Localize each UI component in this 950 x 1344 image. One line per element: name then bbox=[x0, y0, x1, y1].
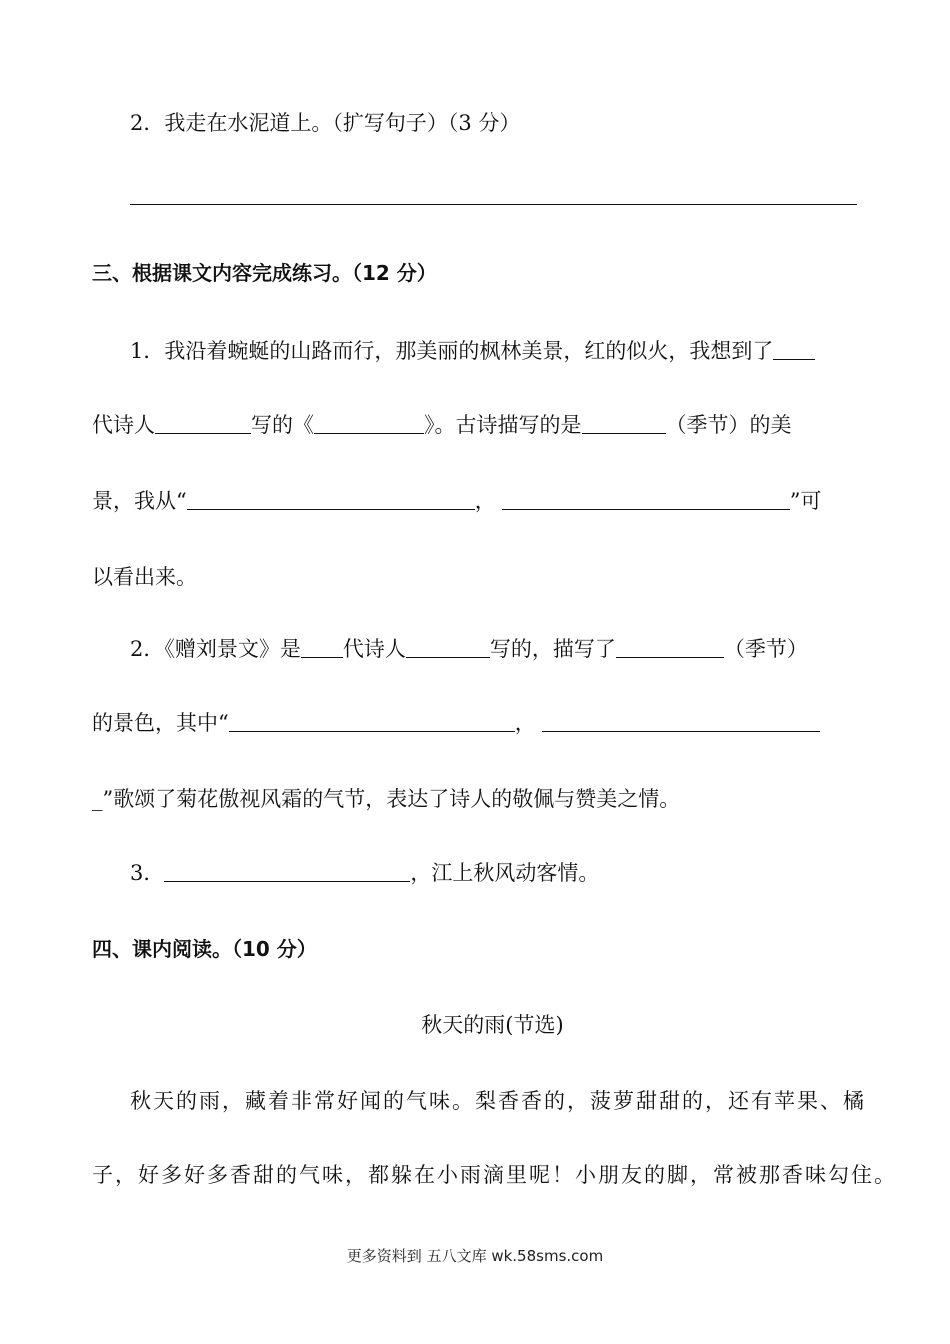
text: ， bbox=[474, 489, 496, 513]
footer: 更多资料到 五八文库 wk.58sms.com bbox=[346, 1247, 604, 1265]
s3-question-2-line-3: _”歌颂了菊花傲视风霜的气节，表达了诗人的敬佩与赞美之情。 bbox=[92, 787, 681, 811]
text: （季节）的美 bbox=[665, 413, 792, 437]
answer-line bbox=[130, 204, 857, 205]
blank bbox=[187, 487, 475, 510]
passage-title: 秋天的雨(节选) bbox=[421, 1013, 564, 1037]
passage-line-2: 子，好多好多香甜的气味，都躲在小雨滴里呢！小朋友的脚，常被那香味勾住。 bbox=[92, 1163, 897, 1187]
blank bbox=[301, 635, 343, 658]
text: 写的，描写了 bbox=[489, 637, 616, 661]
blank bbox=[229, 709, 515, 732]
text: ， bbox=[514, 711, 536, 735]
passage-line-1: 秋天的雨，藏着非常好闻的气味。梨香香的，菠萝甜甜的，还有苹果、橘 bbox=[130, 1089, 866, 1113]
text: 代诗人 bbox=[342, 637, 406, 661]
s3-question-1-line-3 bbox=[92, 486, 862, 516]
blank bbox=[582, 411, 666, 434]
s3-question-1-line-4: 以看出来。 bbox=[92, 565, 197, 589]
text: 的景色，其中“ bbox=[92, 711, 229, 735]
text: ”可 bbox=[789, 489, 822, 513]
s3-question-3 bbox=[130, 858, 900, 888]
text: 写的《 bbox=[251, 413, 314, 437]
blank bbox=[542, 709, 820, 732]
s3-question-2-line-2 bbox=[92, 708, 862, 738]
text: 景，我从“ bbox=[92, 489, 187, 513]
s3-question-2-line-1 bbox=[130, 634, 900, 664]
s3-question-1-line-2 bbox=[92, 410, 862, 440]
text: 1．我沿着蜿蜒的山路而行，那美丽的枫林美景，红的似火，我想到了 bbox=[130, 339, 774, 363]
question-2-expand-sentence: 2．我走在水泥道上。（扩写句子）（3 分） bbox=[130, 111, 521, 135]
s3-question-1-line-1 bbox=[130, 336, 900, 366]
blank bbox=[164, 859, 410, 882]
text: 代诗人 bbox=[92, 413, 155, 437]
text: （季节） bbox=[723, 637, 808, 661]
blank bbox=[502, 487, 790, 510]
section-3-title: 三、根据课文内容完成练习。（12 分） bbox=[92, 261, 437, 285]
text: 》。古诗描写的是 bbox=[424, 413, 582, 437]
blank bbox=[155, 411, 251, 434]
blank bbox=[314, 411, 424, 434]
section-4-title: 四、课内阅读。（10 分） bbox=[92, 937, 317, 961]
blank bbox=[406, 635, 490, 658]
text: 3． bbox=[130, 861, 165, 885]
text: 2．《赠刘景文》是 bbox=[130, 637, 301, 661]
blank bbox=[773, 337, 815, 360]
text: ，江上秋风动客情。 bbox=[410, 861, 600, 885]
blank bbox=[616, 635, 724, 658]
